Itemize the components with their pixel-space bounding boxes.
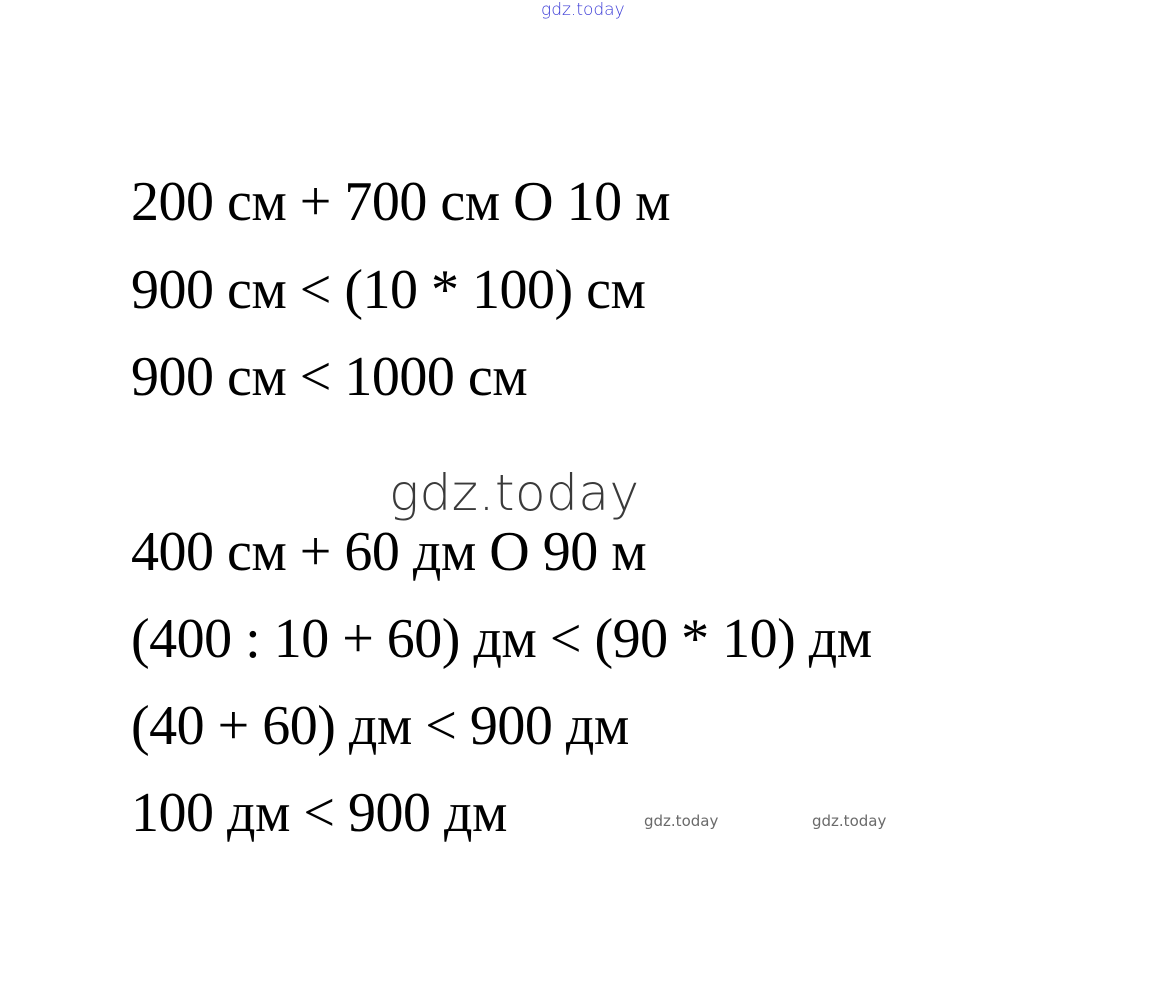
watermark-bottom-left: gdz.today [644,812,719,830]
watermark-top: gdz.today [541,0,625,20]
expression-line-6: (40 + 60) дм < 900 дм [131,695,629,757]
expression-line-3: 900 см < 1000 см [131,346,528,408]
expression-line-5: (400 : 10 + 60) дм < (90 * 10) дм [131,608,872,670]
expression-line-4: 400 см + 60 дм О 90 м [131,521,647,583]
watermark-bottom-right: gdz.today [812,812,887,830]
expression-line-1: 200 см + 700 см О 10 м [131,171,671,233]
expression-line-7: 100 дм < 900 дм [131,782,507,844]
watermark-middle: gdz.today [389,464,640,522]
expression-line-2: 900 см < (10 * 100) см [131,259,646,321]
